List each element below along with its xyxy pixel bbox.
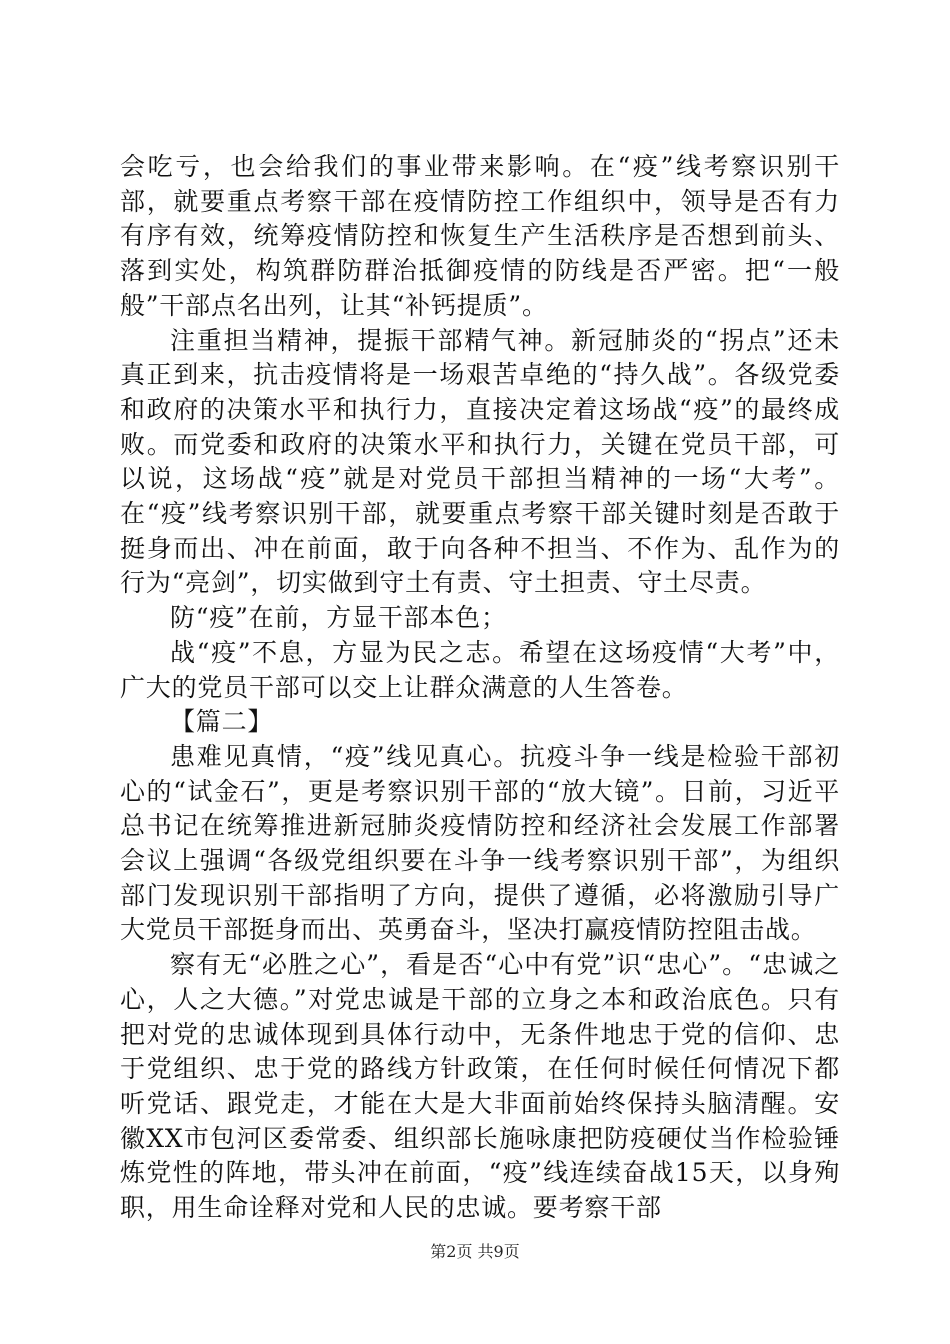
document-body — [120, 150, 840, 1226]
paragraph-continuation: 会吃亏，也会给我们的事业带来影响。在“疫”线考察识别干部，就要重点考察干部在疫情防控工作组织中，领导是否有力有序有效，统筹疫情防控和恢复生产生活秩序是否想到前头、落到实处，构筑群防群治抵御疫情的防线是否严密。把“一般般”干部点名出列，让其“补钙提质”。 — [120, 152, 840, 320]
paragraph-loyalty: 察有无“必胜之心”，看是否“心中有党”识“忠心”。“忠诚之心，人之大德。”对党忠诚是干部的立身之本和政治底色。只有把对党的忠诚体现到具体行动中，无条件地忠于党的信仰、忠于党组织、忠于党的路线方针政策，在任何时候任何情况下都听党话、跟党走，才能在大是大非面前始终保持头脑清醒。安徽XX市包河区委常委、组织部长施咏康把防疫硬仗当作检验锤炼党性的阵地，带头冲在前面，“疫”线连续奋战15天，以身殉职，用生命诠释对党和人民的忠诚。要考察干部 — [120, 950, 840, 1223]
paragraph-battle-line: 战“疫”不息，方显为民之志。希望在这场疫情“大考”中，广大的党员干部可以交上让群众满意的人生答卷。 — [120, 637, 840, 702]
paragraph-responsibility: 注重担当精神，提振干部精气神。新冠肺炎的“拐点”还未真正到来，抗击疫情将是一场艰苦卓绝的“持久战”。各级党委和政府的决策水平和执行力，直接决定着这场战“疫”的最终成败。而党委和政府的决策水平和执行力，关键在党员干部，可以说，这场战“疫”就是对党员干部担当精神的一场“大考”。在“疫”线考察识别干部，就要重点考察干部关键时刻是否敢于挺身而出、冲在前面，敢于向各种不担当、不作为、乱作为的行为“亮剑”，切实做到守土有责、守土担责、守土尽责。 — [120, 325, 840, 598]
section-heading: 【篇二】 — [170, 707, 274, 737]
paragraph-prevention-line: 防“疫”在前，方显干部本色； — [170, 603, 507, 633]
paragraph-frontline: 患难见真情，“疫”线见真心。抗疫斗争一线是检验干部初心的“试金石”，更是考察识别干部的“放大镜”。日前，习近平总书记在统筹推进新冠肺炎疫情防控和经济社会发展工作部署会议上强调“各级党组织要在斗争一线考察识别干部”，为组织部门发现识别干部指明了方向，提供了遵循，必将激励引导广大党员干部挺身而出、英勇奋斗，坚决打赢疫情防控阻击战。 — [120, 741, 840, 945]
page-number-footer: 第2页 共9页 — [430, 1242, 520, 1261]
